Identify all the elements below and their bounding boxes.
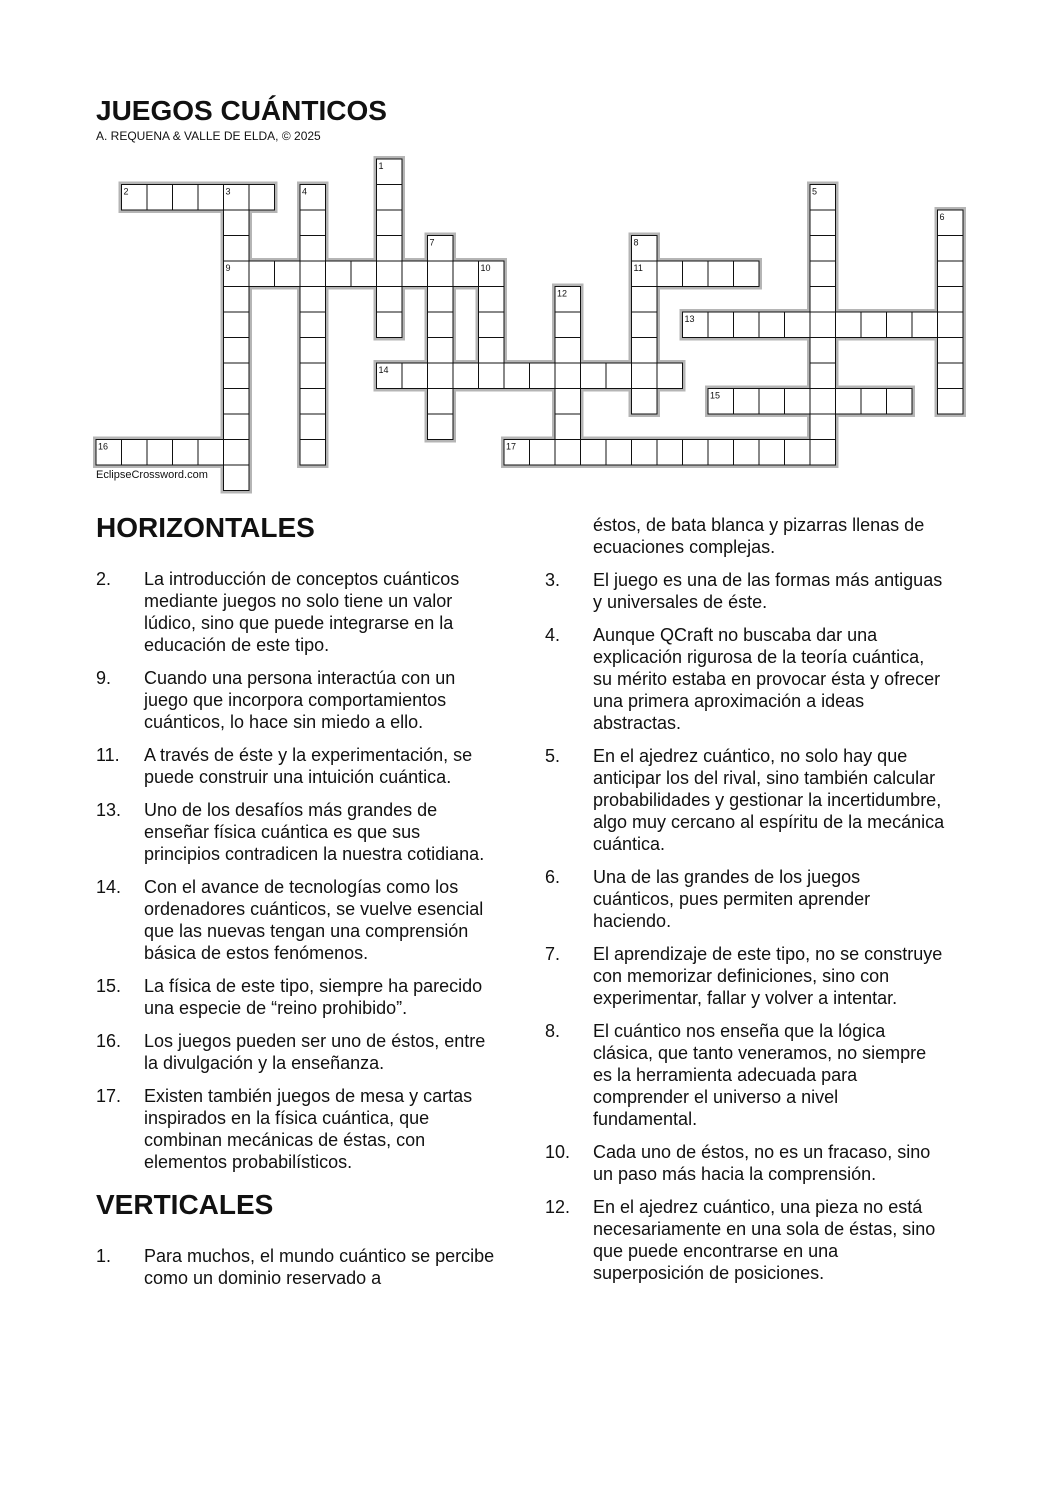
grid-cell[interactable] [300, 312, 326, 338]
grid-cell[interactable] [428, 287, 454, 313]
grid-cell[interactable] [734, 261, 760, 287]
grid-cell[interactable] [224, 236, 250, 262]
grid-cell[interactable] [377, 312, 403, 338]
clue-item [545, 745, 945, 855]
grid-cell[interactable] [147, 440, 173, 466]
horizontales-heading: HORIZONTALES [96, 512, 315, 543]
clue-number: 4. [545, 625, 561, 645]
cell-number: 10 [480, 263, 491, 273]
grid-cell[interactable] [555, 312, 581, 338]
grid-cell[interactable] [632, 338, 658, 364]
grid-cell[interactable] [759, 312, 785, 338]
grid-cell[interactable] [428, 389, 454, 415]
grid-cell[interactable] [810, 236, 836, 262]
clue-text: A través de éste y la experimentación, se puede construir una intuición cuántica. [144, 745, 473, 787]
clue-item [545, 1020, 945, 1130]
grid-cell[interactable] [708, 261, 734, 287]
grid-cell[interactable] [734, 389, 760, 415]
grid-cell[interactable] [606, 363, 632, 389]
clue-text: Con el avance de tecnologías como los ordenadores cuánticos, se vuelve esencial que las nuevas tengan una comprensión básica de estos fenómenos. [144, 877, 484, 963]
grid-cell[interactable] [657, 261, 683, 287]
grid-cell[interactable] [938, 236, 964, 262]
grid-cell[interactable] [861, 312, 887, 338]
grid-cell[interactable] [224, 312, 250, 338]
grid-cell[interactable] [836, 312, 862, 338]
clue-text: Para muchos, el mundo cuántico se percibe como un dominio reservado a [144, 1246, 495, 1288]
clue-text: En el ajedrez cuántico, una pieza no está necesariamente en una sola de éstas, sino que puede encontrarse en una superposición de posiciones. [593, 1197, 936, 1283]
grid-cell[interactable] [377, 236, 403, 262]
grid-cell[interactable] [759, 440, 785, 466]
clue-item [96, 876, 496, 964]
clue-number: 3. [545, 570, 561, 590]
grid-cell[interactable] [173, 185, 199, 211]
grid-cell[interactable] [530, 363, 556, 389]
grid-cell[interactable] [938, 287, 964, 313]
clue-number: 17. [96, 1086, 122, 1106]
grid-cell[interactable] [377, 185, 403, 211]
grid-cell[interactable] [198, 440, 224, 466]
cell-number: 13 [684, 314, 695, 324]
clue-item [96, 744, 496, 788]
grid-cell[interactable] [377, 210, 403, 236]
grid-cell[interactable] [836, 389, 862, 415]
cell-number: 2 [123, 186, 129, 197]
clue-number: 1. [96, 1246, 112, 1266]
grid-cell[interactable] [810, 261, 836, 287]
grid-cell[interactable] [581, 363, 607, 389]
credit-text: EclipseCrossword.com [96, 469, 208, 481]
cell-number: 8 [633, 237, 639, 248]
clue-item [545, 569, 945, 613]
clue-item [545, 866, 945, 932]
clue-number: 11. [96, 745, 120, 765]
clue-item [545, 1141, 945, 1185]
grid-cell[interactable] [734, 312, 760, 338]
grid-cell[interactable] [300, 210, 326, 236]
across-clue-list [96, 568, 496, 1173]
clue-text: La introducción de conceptos cuánticos mediante juegos no solo tiene un valor lúdico, sino que puede integrarse en la educación de este tipo. [144, 569, 460, 655]
grid-cell[interactable] [657, 363, 683, 389]
grid-cell[interactable] [759, 389, 785, 415]
clue-text: Una de las grandes de los juegos cuánticos, pues permiten aprender haciendo. [593, 867, 871, 931]
grid-cell[interactable] [428, 261, 454, 287]
grid-cell[interactable] [861, 389, 887, 415]
clue-number: 2. [96, 569, 112, 589]
grid-cell[interactable] [326, 261, 352, 287]
grid-cell[interactable] [122, 440, 148, 466]
clues-right-column [545, 514, 945, 1295]
grid-cell[interactable] [428, 312, 454, 338]
grid-cell[interactable] [377, 261, 403, 287]
clue-text: Cuando una persona interactúa con un juego que incorpora comportamientos cuánticos, lo hace sin miedo a ello. [144, 668, 456, 732]
grid-cell[interactable] [402, 261, 428, 287]
clue-item [96, 799, 496, 865]
grid-cell[interactable] [887, 389, 913, 415]
grid-cell[interactable] [810, 363, 836, 389]
grid-cell[interactable] [300, 440, 326, 466]
grid-cell[interactable] [810, 440, 836, 466]
grid-cell[interactable] [198, 185, 224, 211]
grid-cell[interactable] [632, 287, 658, 313]
grid-cell[interactable] [300, 338, 326, 364]
grid-cell[interactable] [300, 287, 326, 313]
grid-cell[interactable] [810, 414, 836, 440]
grid-cell[interactable] [224, 363, 250, 389]
grid-cell[interactable] [938, 312, 964, 338]
grid-cell[interactable] [173, 440, 199, 466]
cell-number: 17 [506, 441, 517, 452]
cell-number: 16 [98, 441, 109, 452]
grid-cell[interactable] [351, 261, 377, 287]
grid-cell[interactable] [887, 312, 913, 338]
clue-text: Existen también juegos de mesa y cartas inspirados en la física cuántica, que combinan mecánicas de éstas, con elementos probabilísticos. [144, 1086, 473, 1172]
grid-cell[interactable] [734, 440, 760, 466]
grid-cell[interactable] [479, 363, 505, 389]
clue-number: 16. [96, 1031, 122, 1051]
down-clue-list [545, 569, 945, 1284]
grid-cell[interactable] [606, 440, 632, 466]
grid-cell[interactable] [632, 363, 658, 389]
grid-cell[interactable] [530, 440, 556, 466]
clue-text: El aprendizaje de este tipo, no se construye con memorizar definiciones, sino con experimentar, fallar y volver a intentar. [593, 944, 943, 1008]
grid-cell[interactable] [555, 389, 581, 415]
cell-number: 11 [633, 263, 643, 273]
clue-number: 5. [545, 746, 561, 766]
clue-number: 7. [545, 944, 561, 964]
clue-number: 8. [545, 1021, 561, 1041]
clues-left-column [96, 510, 496, 1300]
grid-cell[interactable] [785, 312, 811, 338]
grid-cell[interactable] [377, 287, 403, 313]
cell-number: 3 [225, 186, 231, 197]
grid-cell[interactable] [249, 185, 275, 211]
grid-cell[interactable] [224, 465, 250, 491]
cell-number: 6 [939, 212, 945, 222]
grid-cell[interactable] [708, 312, 734, 338]
clue-item [96, 975, 496, 1019]
grid-cell[interactable] [300, 389, 326, 415]
cell-number: 4 [302, 186, 308, 197]
cell-number: 14 [378, 365, 389, 375]
grid-cell[interactable] [224, 440, 250, 466]
grid-cell[interactable] [810, 210, 836, 236]
grid-cell[interactable] [275, 261, 301, 287]
grid-cell[interactable] [657, 440, 683, 466]
cell-number: 15 [710, 390, 721, 401]
grid-cell[interactable] [938, 261, 964, 287]
clue-text: Los juegos pueden ser uno de éstos, entre la divulgación y la enseñanza. [144, 1031, 486, 1073]
grid-cell[interactable] [683, 261, 709, 287]
down-clue-continuation: éstos, de bata blanca y pizarras llenas de ecuaciones complejas. [593, 515, 925, 557]
grid-cell[interactable] [428, 414, 454, 440]
puzzle-author: A. REQUENA & VALLE DE ELDA, © 2025 [96, 129, 321, 143]
grid-cell[interactable] [300, 236, 326, 262]
grid-cell[interactable] [479, 312, 505, 338]
clue-item [96, 667, 496, 733]
grid-cell[interactable] [555, 440, 581, 466]
clue-number: 10. [545, 1142, 571, 1162]
cell-number: 12 [557, 288, 568, 299]
cell-number: 5 [812, 186, 818, 197]
grid-cell[interactable] [555, 338, 581, 364]
grid-cell[interactable] [300, 363, 326, 389]
cell-number: 1 [378, 161, 384, 171]
clue-text: Cada uno de éstos, no es un fracaso, sino un paso más hacia la comprensión. [593, 1142, 931, 1184]
verticales-heading: VERTICALES [96, 1189, 274, 1220]
puzzle-title: JUEGOS CUÁNTICOS [96, 95, 387, 126]
grid-cell[interactable] [810, 287, 836, 313]
grid-cell[interactable] [402, 363, 428, 389]
grid-cell[interactable] [683, 440, 709, 466]
crossword-grid [0, 0, 1058, 500]
grid-cell[interactable] [810, 389, 836, 415]
down-clue-list-start [96, 1245, 496, 1289]
grid-cell[interactable] [147, 185, 173, 211]
cell-number: 7 [429, 237, 435, 248]
clue-text: El juego es una de las formas más antiguas y universales de éste. [593, 570, 943, 612]
grid-cell[interactable] [810, 338, 836, 364]
clue-item [96, 1085, 496, 1173]
clue-item [545, 1196, 945, 1284]
grid-cell[interactable] [504, 363, 530, 389]
grid-cell[interactable] [555, 363, 581, 389]
clue-item [545, 624, 945, 734]
clue-number: 9. [96, 668, 112, 688]
cell-number: 9 [225, 263, 231, 273]
grid-cell[interactable] [300, 414, 326, 440]
grid-cell[interactable] [224, 414, 250, 440]
grid-cell[interactable] [581, 440, 607, 466]
grid-cell[interactable] [479, 338, 505, 364]
grid-cell[interactable] [938, 389, 964, 415]
grid-cell[interactable] [428, 338, 454, 364]
grid-cell[interactable] [555, 414, 581, 440]
clue-number: 12. [545, 1197, 571, 1217]
grid-cell[interactable] [224, 210, 250, 236]
grid-cell[interactable] [912, 312, 938, 338]
clue-item [545, 943, 945, 1009]
grid-cell[interactable] [453, 261, 479, 287]
clue-text: La física de este tipo, siempre ha parecido una especie de “reino prohibido”. [144, 976, 483, 1018]
clue-number: 14. [96, 877, 122, 897]
grid-cell[interactable] [224, 287, 250, 313]
grid-cell[interactable] [785, 440, 811, 466]
grid-cell[interactable] [785, 389, 811, 415]
clue-number: 13. [96, 800, 122, 820]
clue-number: 15. [96, 976, 122, 996]
clue-text: Uno de los desafíos más grandes de enseñar física cuántica es que sus principios contradicen la nuestra cotidiana. [144, 800, 485, 864]
down-clue [96, 1245, 496, 1289]
grid-cell[interactable] [428, 363, 454, 389]
grid-cell[interactable] [224, 389, 250, 415]
grid-cell[interactable] [479, 287, 505, 313]
clue-item [96, 1030, 496, 1074]
grid-cell[interactable] [632, 312, 658, 338]
grid-cell[interactable] [632, 440, 658, 466]
grid-cell[interactable] [938, 363, 964, 389]
grid-cell[interactable] [224, 338, 250, 364]
clue-text: El cuántico nos enseña que la lógica clásica, que tanto veneramos, no siempre es la herramienta adecuada para comprender el universo a nivel fundamental. [593, 1021, 927, 1129]
clue-text: Aunque QCraft no buscaba dar una explicación rigurosa de la teoría cuántica, su mérito estaba en provocar ésta y ofrecer una primera aproximación a ideas abstractas. [593, 625, 941, 733]
grid-cell[interactable] [938, 338, 964, 364]
grid-cell[interactable] [708, 440, 734, 466]
grid-cell[interactable] [300, 261, 326, 287]
clue-text: En el ajedrez cuántico, no solo hay que anticipar los del rival, sino también calcular probabilidades y gestionar la incertidumbre, algo muy cercano al espíritu de la mecánica cuántica. [593, 746, 945, 854]
grid-cell[interactable] [453, 363, 479, 389]
grid-cell[interactable] [810, 312, 836, 338]
clue-number: 6. [545, 867, 561, 887]
grid-cell[interactable] [632, 389, 658, 415]
clue-item [96, 568, 496, 656]
grid-cell[interactable] [249, 261, 275, 287]
